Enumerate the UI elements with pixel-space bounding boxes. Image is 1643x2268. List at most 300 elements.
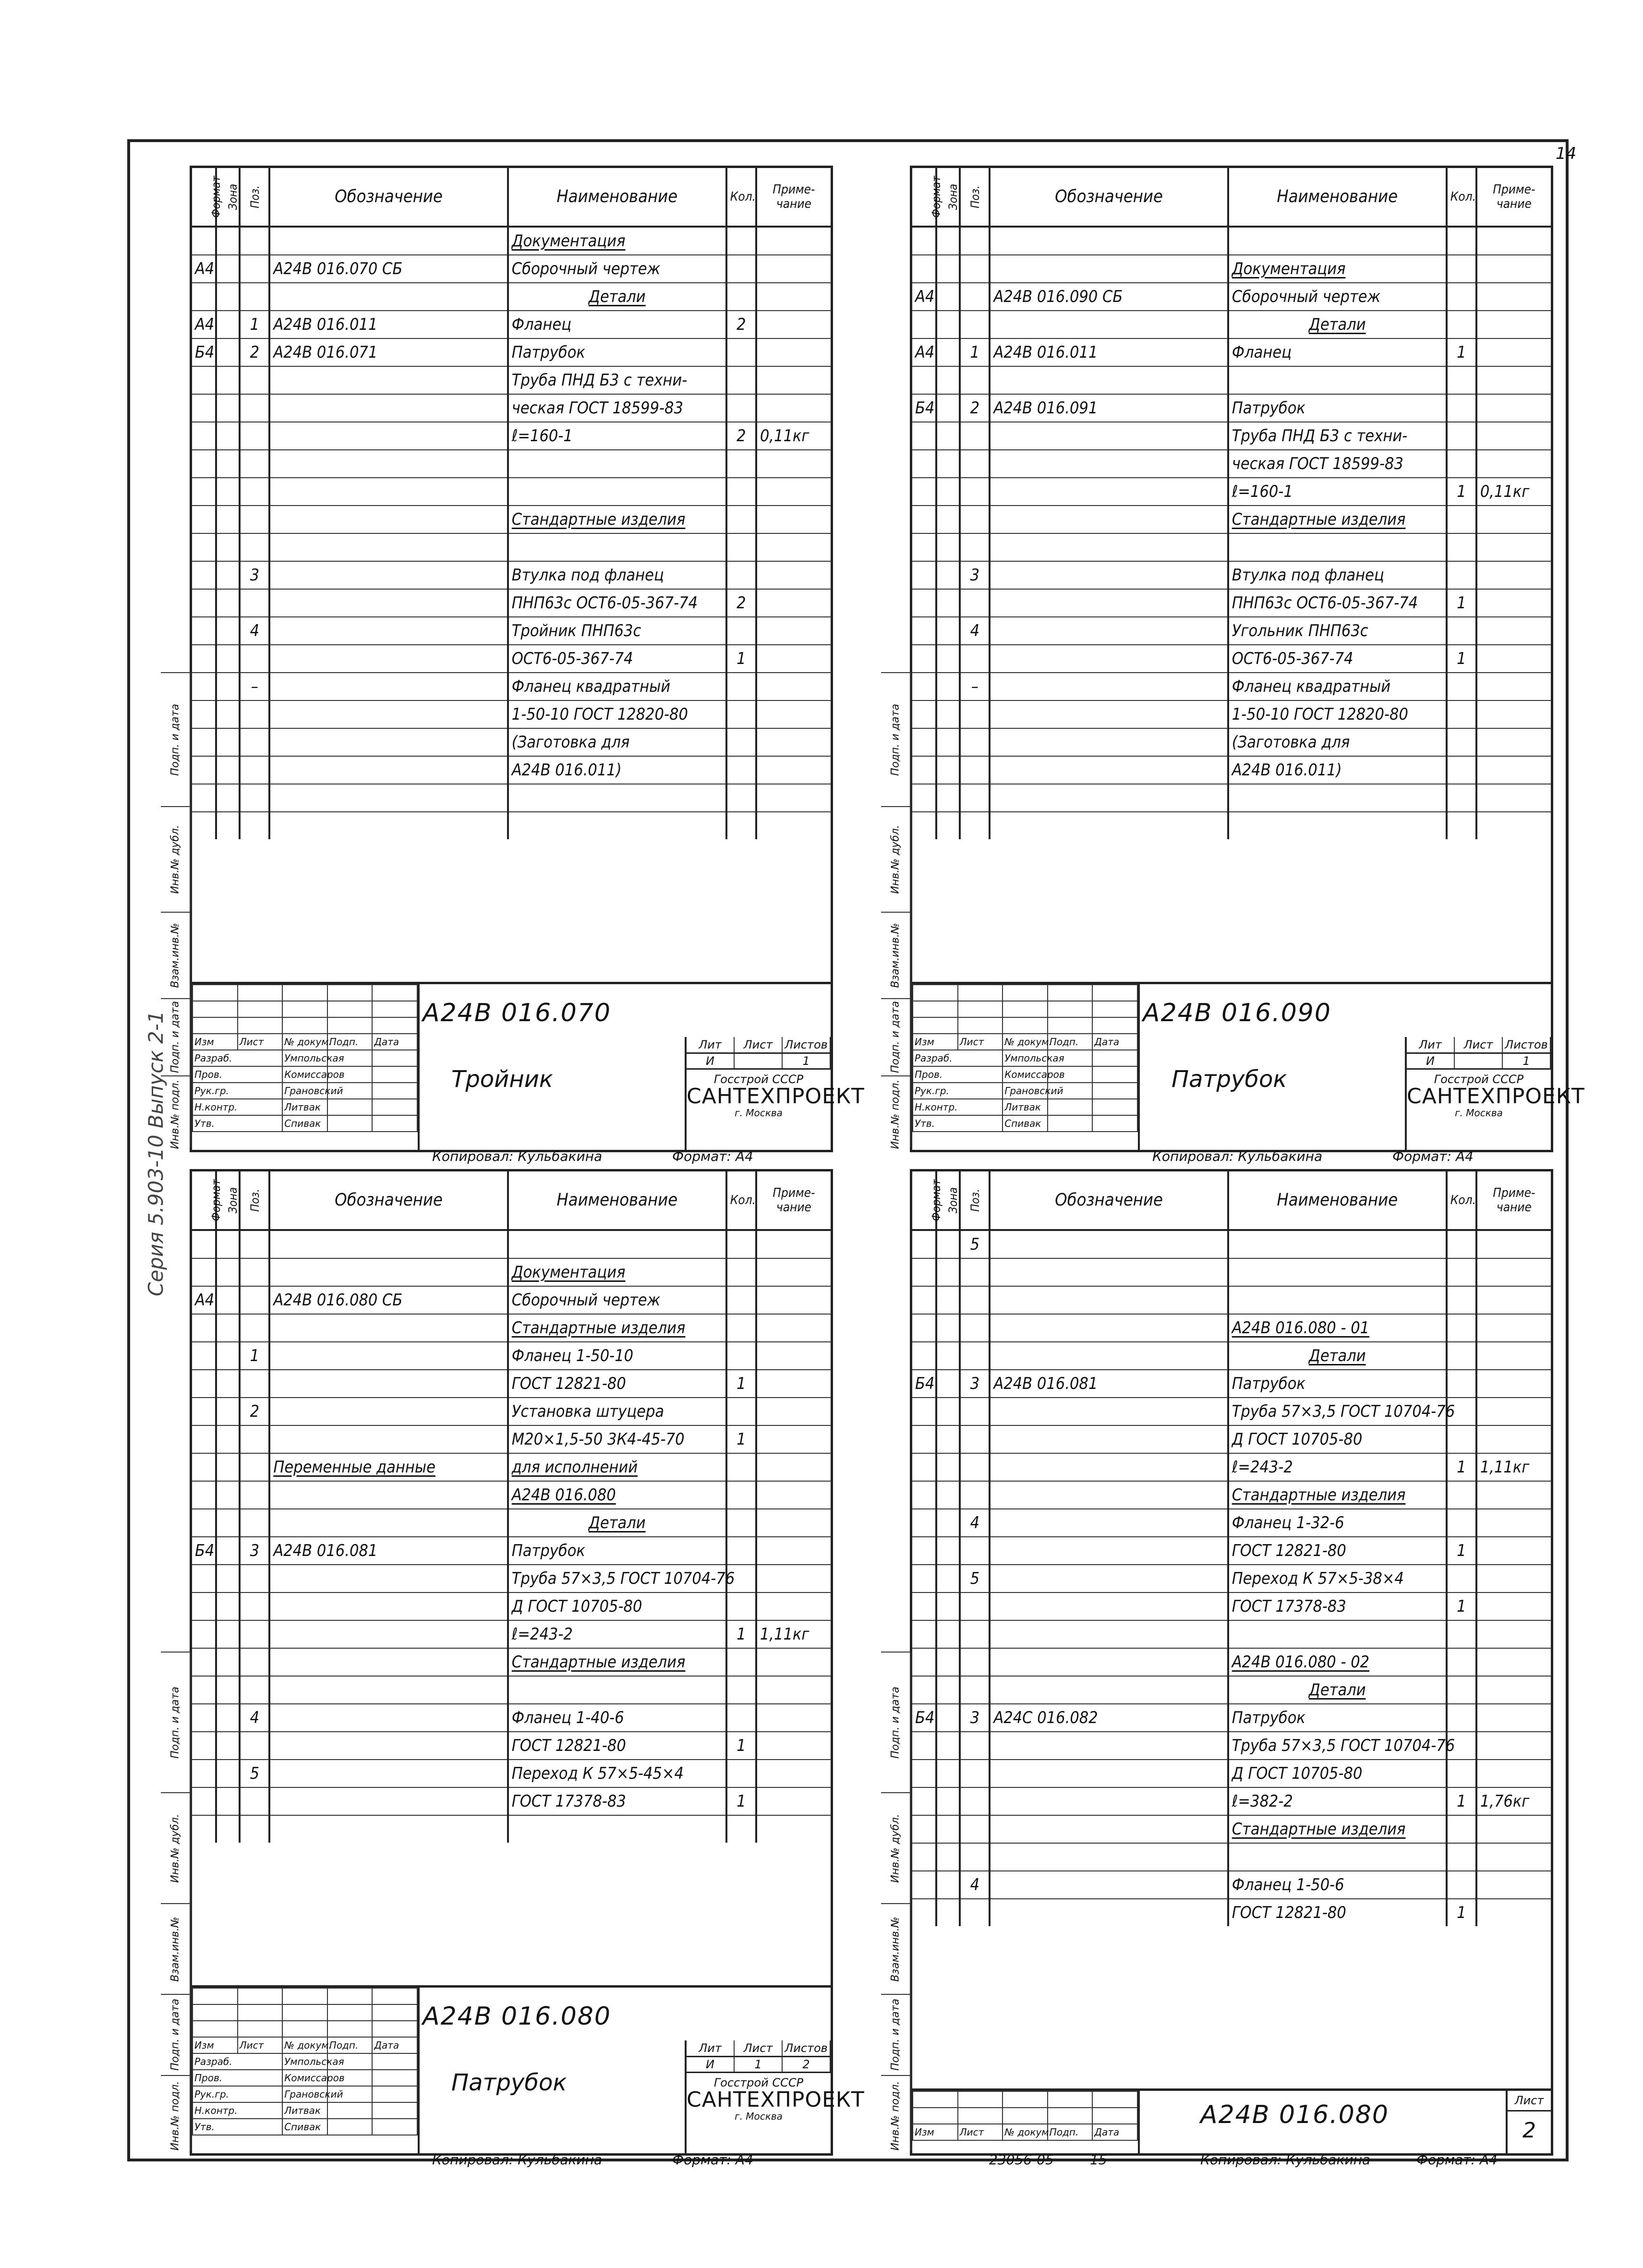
cell-z: [936, 1509, 960, 1537]
cell-d: [269, 1704, 507, 1732]
cell-n: для исполнений: [508, 1453, 726, 1481]
sidebar-stamps-bl: [161, 1652, 191, 2151]
cell-p: [960, 1537, 990, 1565]
header-format-label: Формат: [929, 1179, 943, 1221]
cell-n: Стандартные изделия: [1228, 1815, 1447, 1843]
cell-z: [936, 1398, 960, 1425]
cell-z: [936, 1592, 960, 1620]
cell-q: 1: [1447, 589, 1476, 617]
header-format: [192, 1171, 223, 1230]
sidebar-stamp: [881, 1994, 910, 2075]
cell-z: [216, 645, 240, 673]
cell-d: [269, 1760, 507, 1787]
cell-d: [269, 1258, 507, 1286]
table-row: [192, 1453, 831, 1481]
sidebar-stamp-label: Взам.инв.№: [169, 1916, 181, 1982]
cell-q: [726, 506, 756, 533]
cell-q: [1447, 366, 1476, 394]
cell-p: 1: [960, 338, 990, 366]
table-row: [912, 450, 1551, 478]
table-row: [912, 589, 1551, 617]
cell-q: [726, 478, 756, 506]
sidebar-stamps-tl: [161, 672, 191, 1147]
table-row: [192, 1425, 831, 1453]
cell-r: [1476, 617, 1551, 645]
cell-z: [216, 1342, 240, 1370]
sidebar-stamp-label: Подп. и дата: [169, 1001, 181, 1074]
cell-q: [726, 784, 756, 812]
cell-n: [1228, 812, 1447, 839]
header-name: Наименование: [508, 1171, 726, 1230]
cell-d: [990, 478, 1228, 506]
cell-q: [1447, 1481, 1476, 1509]
header-format: [192, 168, 223, 227]
table-row: [912, 533, 1551, 561]
cell-p: [960, 1258, 990, 1286]
cell-q: [726, 1230, 756, 1258]
cell-f: [912, 1481, 936, 1509]
cell-r: [1476, 394, 1551, 422]
cell-q: [1447, 1565, 1476, 1592]
cell-n: А24В 016.080 - 02: [1228, 1648, 1447, 1676]
org-city: г. Москва: [1455, 1107, 1503, 1119]
cell-n: Фланец 1-50-6: [1228, 1871, 1447, 1899]
page-number: 14: [1556, 144, 1577, 163]
cell-z: [216, 506, 240, 533]
cell-d: [990, 673, 1228, 700]
cell-p: [240, 756, 269, 784]
cell-q: [1447, 673, 1476, 700]
cell-n: Труба ПНД Б3 с техни-: [1228, 422, 1447, 450]
spec-header-row: [192, 1171, 831, 1230]
cell-d: [269, 227, 507, 255]
table-row: [912, 1760, 1551, 1787]
table-row: [192, 1648, 831, 1676]
cell-q: 1: [1447, 1537, 1476, 1565]
cell-p: [240, 1370, 269, 1398]
cell-n: Документация: [508, 227, 726, 255]
cell-n: ГОСТ 12821-80: [1228, 1899, 1447, 1926]
cell-r: [1476, 589, 1551, 617]
sidebar-stamp-label: Инв.№ дубл.: [889, 1813, 902, 1883]
cell-r: [1476, 1620, 1551, 1648]
table-row: [912, 338, 1551, 366]
sidebar-stamp-label: Инв.№ дубл.: [169, 1813, 181, 1883]
document-title: Патрубок: [1172, 1066, 1287, 1093]
lbl-lit: Лит: [687, 2040, 735, 2056]
cell-z: [936, 450, 960, 478]
cell-p: [960, 422, 990, 450]
cell-d: [990, 227, 1228, 255]
cell-d: [990, 1620, 1228, 1648]
cell-r: [756, 1676, 831, 1704]
cell-p: [960, 1481, 990, 1509]
cell-p: [240, 1676, 269, 1704]
cell-r: [756, 1815, 831, 1843]
footer-format: Формат: А4: [1416, 2152, 1498, 2168]
cell-r: [1476, 1843, 1551, 1871]
sidebar-stamp-label: Инв.№ подл.: [169, 1079, 181, 1149]
cell-f: Б4: [912, 1704, 936, 1732]
lbl-izm: Изм: [193, 2037, 238, 2053]
cell-d: [269, 812, 507, 839]
table-row: [192, 366, 831, 394]
cell-n: Стандартные изделия: [508, 506, 726, 533]
org-ministry: Госстрой СССР: [713, 1073, 804, 1086]
header-pos-label: Поз.: [968, 1189, 982, 1212]
cell-d: [990, 422, 1228, 450]
title-block: [912, 982, 1585, 1150]
header-format-label: Формат: [209, 176, 223, 218]
lbl-razrab: Разраб.: [193, 1050, 282, 1066]
table-row: [912, 506, 1551, 533]
cell-n: Фланец: [508, 311, 726, 338]
cell-z: [936, 1843, 960, 1871]
cell-d: [990, 1592, 1228, 1620]
cell-f: Б4: [192, 338, 216, 366]
cell-d: А24В 016.081: [269, 1537, 507, 1565]
table-row: [192, 1481, 831, 1509]
sheets-value: 1: [1503, 1054, 1551, 1068]
cell-q: [1447, 394, 1476, 422]
cell-d: А24В 016.070 СБ: [269, 255, 507, 283]
cell-r: [756, 645, 831, 673]
sidebar-stamp: [881, 1792, 910, 1903]
cell-q: [1447, 1230, 1476, 1258]
lbl-razrab: Разраб.: [193, 2053, 282, 2070]
cell-z: [936, 561, 960, 589]
cell-f: [192, 728, 216, 756]
cell-n: ГОСТ 17378-83: [508, 1787, 726, 1815]
cell-p: [960, 1286, 990, 1314]
cell-d: А24В 016.080 СБ: [269, 1286, 507, 1314]
cell-r: [1476, 255, 1551, 283]
cell-z: [216, 617, 240, 645]
cell-n: (Заготовка для: [1228, 728, 1447, 756]
cell-d: [269, 1342, 507, 1370]
cell-n: ПНП63с ОСТ6-05-367-74: [508, 589, 726, 617]
table-row: [912, 1314, 1551, 1342]
cell-z: [216, 728, 240, 756]
cell-n: [1228, 784, 1447, 812]
sheet-number-box: [1506, 2091, 1551, 2153]
sidebar-stamp: [161, 998, 190, 1075]
cell-q: 2: [726, 589, 756, 617]
cell-p: 2: [240, 1398, 269, 1425]
cell-p: –: [240, 673, 269, 700]
lbl-nkontr: Н.контр.: [193, 1099, 282, 1115]
sidebar-stamp: [161, 1652, 190, 1792]
cell-z: [936, 422, 960, 450]
cell-n: Патрубок: [508, 1537, 726, 1565]
cell-p: 5: [960, 1565, 990, 1592]
table-row: [192, 1230, 831, 1258]
cell-p: [960, 533, 990, 561]
cell-f: [192, 1815, 216, 1843]
table-row: [912, 422, 1551, 450]
cell-d: [269, 1314, 507, 1342]
cell-p: [960, 1453, 990, 1481]
sidebar-stamp: [161, 2075, 190, 2156]
cell-z: [216, 1370, 240, 1398]
lbl-list: Лист: [238, 1034, 283, 1050]
cell-p: 3: [960, 1370, 990, 1398]
cell-p: 4: [960, 617, 990, 645]
sidebar-stamp: [161, 912, 190, 998]
org-name: САНТЕХПРОЕКТ: [687, 2087, 865, 2112]
cell-r: [1476, 1537, 1551, 1565]
cell-z: [936, 1314, 960, 1342]
sheet-value: 2: [1522, 2118, 1536, 2143]
cell-d: [990, 1565, 1228, 1592]
cell-q: [726, 812, 756, 839]
document-title: Тройник: [451, 1066, 553, 1093]
header-qty: Кол.: [1447, 1171, 1476, 1230]
sheets-value: 1: [783, 1054, 831, 1068]
sidebar-stamp-label: Взам.инв.№: [169, 923, 181, 988]
cell-z: [216, 1481, 240, 1509]
cell-q: [726, 450, 756, 478]
sidebar-stamp: [881, 998, 910, 1075]
cell-f: [912, 1342, 936, 1370]
cell-f: [912, 1592, 936, 1620]
cell-p: [960, 1815, 990, 1843]
cell-r: [756, 756, 831, 784]
cell-r: [756, 338, 831, 366]
cell-n: Труба 57×3,5 ГОСТ 10704-76: [1228, 1732, 1447, 1760]
person-0: Умпольская: [282, 1050, 327, 1066]
cell-p: [240, 478, 269, 506]
cell-d: [990, 1732, 1228, 1760]
cell-d: [990, 1676, 1228, 1704]
lbl-sheets: Листов: [783, 1037, 831, 1052]
cell-d: [990, 1509, 1228, 1537]
cell-p: [240, 1620, 269, 1648]
cell-p: [240, 728, 269, 756]
cell-p: 4: [960, 1871, 990, 1899]
lit-value: И: [687, 1054, 735, 1068]
cell-r: [756, 700, 831, 728]
lbl-utv: Утв.: [193, 2119, 282, 2135]
table-row: [912, 311, 1551, 338]
cell-d: [269, 784, 507, 812]
cell-n: А24В 016.080: [508, 1481, 726, 1509]
cell-d: А24В 016.011: [990, 338, 1228, 366]
cell-r: [756, 1481, 831, 1509]
cell-d: [269, 1509, 507, 1537]
cell-p: [240, 812, 269, 839]
cell-f: [912, 1453, 936, 1481]
cell-r: [756, 1537, 831, 1565]
cell-n: [508, 478, 726, 506]
cell-p: [240, 1425, 269, 1453]
cell-q: 2: [726, 422, 756, 450]
cell-f: А4: [192, 255, 216, 283]
table-row: [192, 533, 831, 561]
cell-f: [192, 1258, 216, 1286]
cell-q: [726, 1342, 756, 1370]
cell-z: [216, 700, 240, 728]
spec-table: [192, 1171, 831, 1843]
header-pos-label: Поз.: [968, 185, 982, 208]
cell-f: [192, 533, 216, 561]
cell-d: [269, 1565, 507, 1592]
cell-q: [1447, 450, 1476, 478]
cell-f: [192, 227, 216, 255]
cell-f: [192, 756, 216, 784]
cell-q: [726, 1760, 756, 1787]
cell-p: [240, 589, 269, 617]
cell-p: [960, 1342, 990, 1370]
cell-n: (Заготовка для: [508, 728, 726, 756]
cell-q: [1447, 617, 1476, 645]
cell-p: 3: [240, 561, 269, 589]
cell-r: [756, 1425, 831, 1453]
cell-d: [990, 255, 1228, 283]
cell-p: [960, 1787, 990, 1815]
cell-q: [1447, 1314, 1476, 1342]
sidebar-stamp-label: Подп. и дата: [169, 1999, 181, 2071]
table-row: [192, 1342, 831, 1370]
cell-f: [192, 1648, 216, 1676]
table-row: [912, 1843, 1551, 1871]
table-row: [912, 1286, 1551, 1314]
person-2: Грановский: [282, 2086, 327, 2102]
cell-f: [912, 561, 936, 589]
lbl-prov: Пров.: [913, 1066, 1003, 1083]
cell-d: [269, 728, 507, 756]
lbl-utv: Утв.: [913, 1115, 1003, 1132]
spec-sheet-080-2: [910, 1169, 1553, 2156]
table-row: [912, 1648, 1551, 1676]
sidebar-stamp-label: Взам.инв.№: [889, 923, 902, 988]
cell-d: [990, 812, 1228, 839]
cell-d: [990, 728, 1228, 756]
cell-z: [216, 756, 240, 784]
cell-p: [960, 1732, 990, 1760]
table-row: [912, 700, 1551, 728]
cell-p: [960, 1676, 990, 1704]
cell-n: [508, 533, 726, 561]
lbl-sheets: Листов: [1503, 1037, 1551, 1052]
cell-f: [192, 1453, 216, 1481]
cell-z: [936, 1481, 960, 1509]
cell-p: [960, 478, 990, 506]
cell-f: [192, 1704, 216, 1732]
cell-z: [216, 255, 240, 283]
cell-d: [990, 1787, 1228, 1815]
cell-n: Сборочный чертеж: [508, 1286, 726, 1314]
cell-q: [726, 1286, 756, 1314]
sidebar-stamp: [161, 1994, 190, 2075]
cell-p: [240, 1732, 269, 1760]
person-4: Спивак: [282, 2119, 327, 2135]
table-row: [192, 812, 831, 839]
cell-d: [990, 617, 1228, 645]
cell-f: [192, 1620, 216, 1648]
spec-table: [912, 1171, 1551, 1926]
cell-z: [216, 311, 240, 338]
lit-sheets-box: [685, 2040, 865, 2153]
cell-z: [216, 1258, 240, 1286]
cell-n: [508, 812, 726, 839]
table-row: [192, 1509, 831, 1537]
cell-d: [269, 1815, 507, 1843]
cell-p: [240, 506, 269, 533]
table-row: [192, 1370, 831, 1398]
cell-f: [912, 1787, 936, 1815]
lbl-prov: Пров.: [193, 1066, 282, 1083]
lbl-razrab: Разраб.: [913, 1050, 1003, 1066]
cell-d: [990, 1453, 1228, 1481]
cell-q: [1447, 533, 1476, 561]
cell-z: [936, 1787, 960, 1815]
cell-n: 1-50-10 ГОСТ 12820-80: [1228, 700, 1447, 728]
cell-z: [936, 1537, 960, 1565]
footer-copied: Копировал: Кульбакина: [432, 1148, 603, 1164]
cell-p: [240, 255, 269, 283]
cell-p: [960, 255, 990, 283]
sidebar-stamp-label: Инв.№ дубл.: [889, 825, 902, 894]
cell-n: Переход К 57×5-45×4: [508, 1760, 726, 1787]
cell-p: [960, 1648, 990, 1676]
cell-p: [240, 1815, 269, 1843]
document-code: А24В 016.080: [423, 2002, 611, 2031]
cell-r: [756, 1370, 831, 1398]
cell-n: [1228, 1620, 1447, 1648]
cell-q: 1: [726, 1732, 756, 1760]
cell-q: [726, 533, 756, 561]
cell-p: [960, 784, 990, 812]
cell-n: М20×1,5-50 3К4-45-70: [508, 1425, 726, 1453]
cell-f: [192, 450, 216, 478]
table-row: [192, 673, 831, 700]
cell-z: [216, 1620, 240, 1648]
cell-r: [756, 1230, 831, 1258]
sidebar-stamp-label: Подп. и дата: [889, 1999, 902, 2071]
cell-q: [1447, 255, 1476, 283]
cell-d: [269, 589, 507, 617]
cell-q: [726, 1648, 756, 1676]
cell-z: [936, 1258, 960, 1286]
cell-d: [269, 1370, 507, 1398]
lit-sheets-box: [685, 1037, 865, 1150]
cell-q: [726, 1509, 756, 1537]
cell-f: [912, 812, 936, 839]
footer-format: Формат: А4: [1392, 1148, 1474, 1164]
cell-n: Тройник ПНП63с: [508, 617, 726, 645]
cell-p: [240, 1565, 269, 1592]
cell-r: [756, 1704, 831, 1732]
cell-n: А24В 016.080 - 01: [1228, 1314, 1447, 1342]
cell-z: [936, 1286, 960, 1314]
cell-z: [216, 1425, 240, 1453]
spec-header-row: [192, 168, 831, 227]
sidebar-stamp-label: Инв.№ подл.: [169, 2081, 181, 2151]
cell-f: [912, 1509, 936, 1537]
sidebar-stamp-label: Инв.№ подл.: [889, 2081, 902, 2151]
table-row: [192, 1760, 831, 1787]
cell-d: [269, 450, 507, 478]
table-row: [192, 311, 831, 338]
cell-d: А24В 016.091: [990, 394, 1228, 422]
table-row: [192, 227, 831, 255]
cell-r: [756, 478, 831, 506]
cell-f: [912, 478, 936, 506]
cell-r: 1,76кг: [1476, 1787, 1551, 1815]
lbl-rukgr: Рук.гр.: [193, 1083, 282, 1099]
lbl-sign: Подп.: [1048, 1034, 1093, 1050]
